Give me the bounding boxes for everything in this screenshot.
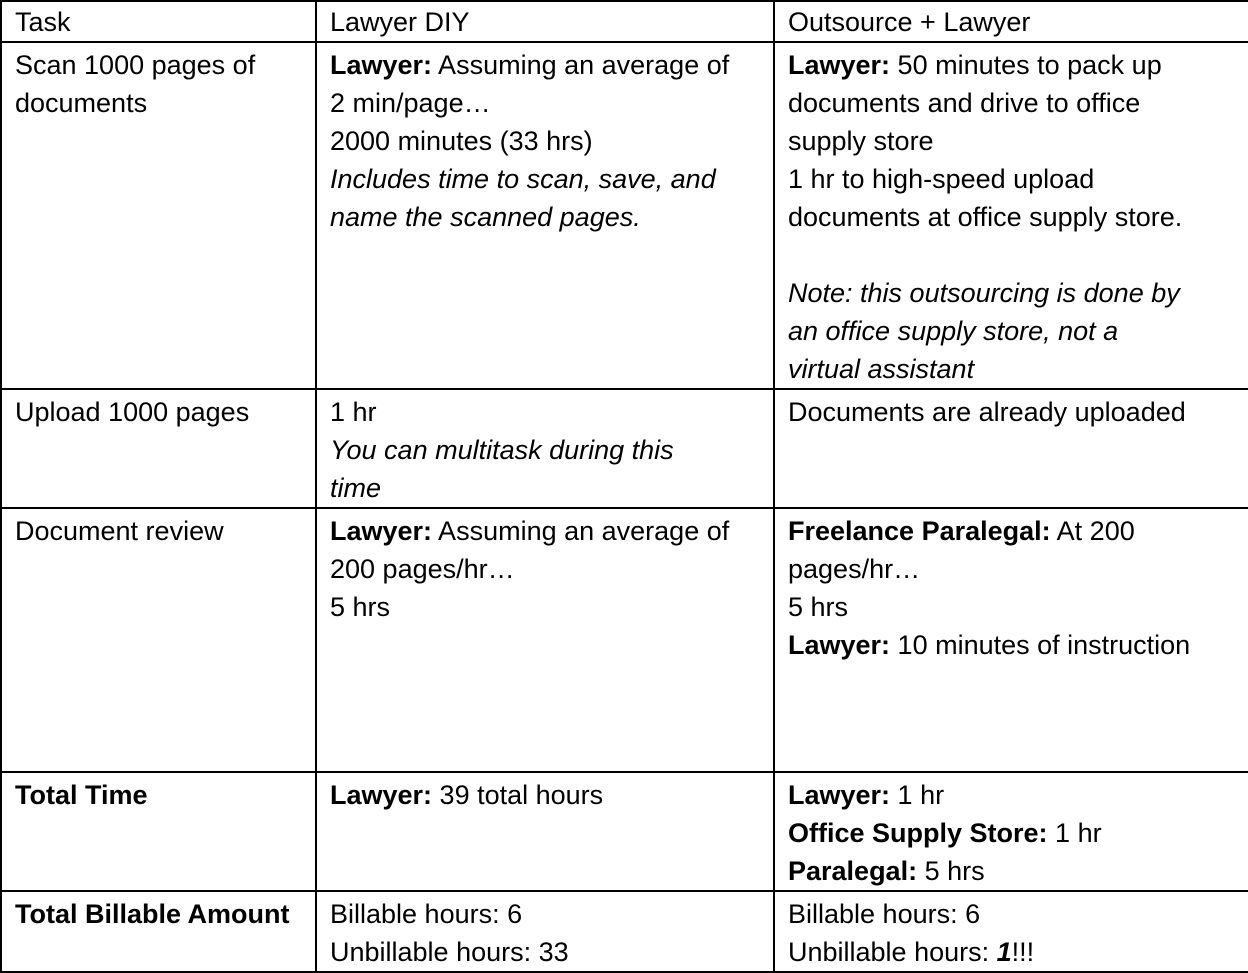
task-cell-total-time [1,772,316,891]
task-label-line: Total Time [15,780,148,810]
outsource-line [788,852,1236,890]
diy-text: Assuming an average of [432,516,730,546]
outsource-cell-review [774,508,1248,772]
emphasis-value: 1 [996,937,1012,967]
diy-cell-upload [316,389,774,508]
outsource-note-line: Note: this outsourcing is done by [788,278,1180,308]
outsource-text: 1 hr [1047,818,1102,848]
table-row-upload [1,389,1248,508]
outsource-note-line: virtual assistant [788,354,975,384]
diy-line [330,512,761,550]
task-label-line: Document review [15,516,224,546]
outsource-line: Documents are already uploaded [788,397,1186,427]
role-label: Lawyer: [330,780,433,810]
diy-note-line: name the scanned pages. [330,202,641,232]
table-row-total-time [1,772,1248,891]
outsource-text: 1 hr [890,780,945,810]
outsource-line: 5 hrs [788,592,849,622]
diy-line: 200 pages/hr… [330,554,515,584]
diy-line [330,776,761,814]
role-label: Paralegal: [788,856,918,886]
diy-line: 1 hr [330,397,377,427]
role-label: Lawyer: [788,630,891,660]
outsource-line: documents at office supply store. [788,202,1183,232]
outsource-text: At 200 [1050,516,1135,546]
outsource-line [788,933,1236,971]
outsource-text: Unbillable hours: [788,937,997,967]
outsource-line [788,776,1236,814]
diy-note-line: Includes time to scan, save, and [330,164,716,194]
task-label-line: documents [15,88,148,118]
task-label-line: Total Billable Amount [15,899,290,929]
diy-cell-scan [316,42,774,389]
header-task: Task [1,1,316,42]
task-cell-upload [1,389,316,508]
diy-line: 5 hrs [330,592,391,622]
outsource-line [788,814,1236,852]
diy-cell-review [316,508,774,772]
task-label-line: Upload 1000 pages [15,397,250,427]
diy-line: 2 min/page… [330,88,491,118]
diy-line: 2000 minutes (33 hrs) [330,126,593,156]
diy-text: 39 total hours [432,780,604,810]
header-row [1,1,1248,42]
diy-note-line: time [330,473,382,503]
role-label: Lawyer: [788,780,891,810]
outsource-line [788,626,1236,664]
role-label: Lawyer: [788,50,891,80]
role-label: Office Supply Store: [788,818,1048,848]
task-cell-scan [1,42,316,389]
diy-cell-total-billable [316,891,774,972]
diy-text: Assuming an average of [432,50,730,80]
table-row-scan [1,42,1248,389]
outsource-cell-upload [774,389,1248,508]
diy-line: Billable hours: 6 [330,899,523,929]
outsource-line: pages/hr… [788,554,921,584]
diy-line: Unbillable hours: 33 [330,937,569,967]
task-cell-total-billable [1,891,316,972]
outsource-line: 1 hr to high-speed upload [788,164,1095,194]
header-lawyer-diy: Lawyer DIY [316,1,774,42]
outsource-text: 50 minutes to pack up [890,50,1162,80]
outsource-cell-scan [774,42,1248,389]
outsource-line [788,512,1236,550]
role-label: Lawyer: [330,50,433,80]
table-row-total-billable [1,891,1248,972]
diy-cell-total-time [316,772,774,891]
diy-note-line: You can multitask during this [330,435,674,465]
outsource-line: documents and drive to office [788,88,1141,118]
diy-line [330,46,761,84]
outsource-text: 5 hrs [917,856,985,886]
outsource-text: !!! [1011,937,1035,967]
outsource-note-line: an office supply store, not a [788,316,1119,346]
outsource-text: 10 minutes of instruction [890,630,1191,660]
outsource-cell-total-time [774,772,1248,891]
header-outsource-lawyer: Outsource + Lawyer [774,1,1248,42]
outsource-line: Billable hours: 6 [788,899,981,929]
task-label-line: Scan 1000 pages of [15,50,256,80]
role-label: Lawyer: [330,516,433,546]
outsource-cell-total-billable [774,891,1248,972]
task-cell-review [1,508,316,772]
spacer [788,236,1236,274]
role-label: Freelance Paralegal: [788,516,1051,546]
outsource-line: supply store [788,126,934,156]
table-row-review [1,508,1248,772]
outsource-line [788,46,1236,84]
